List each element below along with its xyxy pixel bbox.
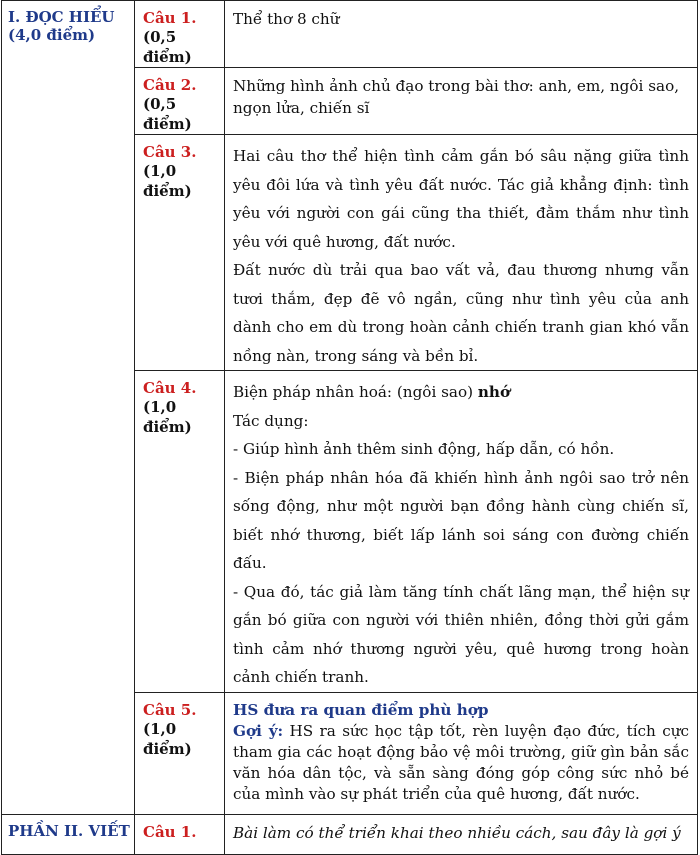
- section-cell: [2, 814, 135, 854]
- question-number: Câu 4.: [143, 379, 197, 397]
- answer-cell: [225, 68, 698, 135]
- question-points: (0,5 điểm): [143, 95, 192, 133]
- question-points: (0,5 điểm): [143, 28, 192, 66]
- answer-text: Những hình ảnh chủ đạo trong bài thơ: anh, em, ngôi sao, ngọn lửa, chiến sĩ: [233, 77, 680, 117]
- question-points: (1,0 điểm): [143, 398, 192, 436]
- question-points: (1,0 điểm): [143, 162, 192, 200]
- table-row: [2, 1, 698, 68]
- answer-text: Thể thơ 8 chữ: [233, 10, 340, 28]
- answer-cell: [225, 371, 698, 693]
- answer-heading: HS đưa ra quan điểm phù hợp: [233, 700, 489, 719]
- question-number: Câu 2.: [143, 76, 197, 94]
- hint-text: HS ra sức học tập tốt, rèn luyện đạo đức, tích cực tham gia các hoạt động bảo vệ môi trường, giữ gìn bản sắc văn hóa dân tộc, và sẵn sàng đóng góp công sức nhỏ bé của mình vào sự phát triển của quê hương, đất nước.: [233, 721, 689, 803]
- question-cell: [135, 371, 225, 693]
- section-title: I. ĐỌC HIỂU: [8, 8, 115, 26]
- answer-cell: [225, 814, 698, 854]
- question-points: (1,0 điểm): [143, 719, 192, 758]
- table-row: [2, 814, 698, 854]
- question-number: Câu 3.: [143, 143, 197, 161]
- answer-key-table: [1, 0, 698, 855]
- question-cell: [135, 1, 225, 68]
- answer-cell: [225, 135, 698, 371]
- hint-label: Gợi ý:: [233, 721, 284, 740]
- device-intro: Biện pháp nhân hoá: (ngôi sao): [233, 383, 474, 401]
- effect-bullet: - Giúp hình ảnh thêm sinh động, hấp dẫn, có hồn.: [233, 440, 615, 458]
- answer-paragraph: [233, 378, 689, 407]
- section-title: PHẦN II. VIẾT: [8, 821, 130, 840]
- answer-hint: [233, 721, 689, 805]
- question-cell: [135, 692, 225, 814]
- effect-bullet: - Qua đó, tác giả làm tăng tính chất lãng mạn, thể hiện sự gắn bó giữa con người với thiên nhiên, đồng thời gửi gắm tình cảm nhớ thương người yêu, quê hương trong hoàn cảnh chiến tranh.: [233, 582, 689, 686]
- effect-bullet: - Biện pháp nhân hóa đã khiến hình ảnh ngôi sao trở nên sống động, như một người bạn đồng hành cùng chiến sĩ, biết nhớ thương, biết lấp lánh soi sáng con đường chiến đấu.: [233, 468, 689, 572]
- answer-text: Bài làm có thể triển khai theo nhiều cách, sau đây là gợi ý: [233, 823, 681, 842]
- section-points: (4,0 điểm): [8, 26, 96, 44]
- question-number: Câu 1.: [143, 822, 197, 841]
- section-cell: [2, 1, 135, 815]
- question-cell: [135, 135, 225, 371]
- effect-label: Tác dụng:: [233, 411, 309, 430]
- device-keyword: nhớ: [477, 383, 511, 401]
- question-number: Câu 5.: [143, 700, 197, 719]
- answer-cell: [225, 692, 698, 814]
- question-cell: [135, 68, 225, 135]
- question-cell: [135, 814, 225, 854]
- answer-paragraph: Đất nước dù trải qua bao vất vả, đau thương nhưng vẫn tươi thắm, đẹp đẽ vô ngần, cũng như tình yêu của anh dành cho em dù trong hoàn cảnh chiến tranh gian khó vẫn nồng nàn, trong sáng và bền bỉ.: [233, 261, 689, 365]
- answer-cell: [225, 1, 698, 68]
- answer-paragraph: Hai câu thơ thể hiện tình cảm gắn bó sâu nặng giữa tình yêu đôi lứa và tình yêu đất nước. Tác giả khẳng định: tình yêu với người con gái cũng tha thiết, đằm thắm như tình yêu với quê hương, đất nước.: [233, 147, 689, 251]
- question-number: Câu 1.: [143, 9, 197, 27]
